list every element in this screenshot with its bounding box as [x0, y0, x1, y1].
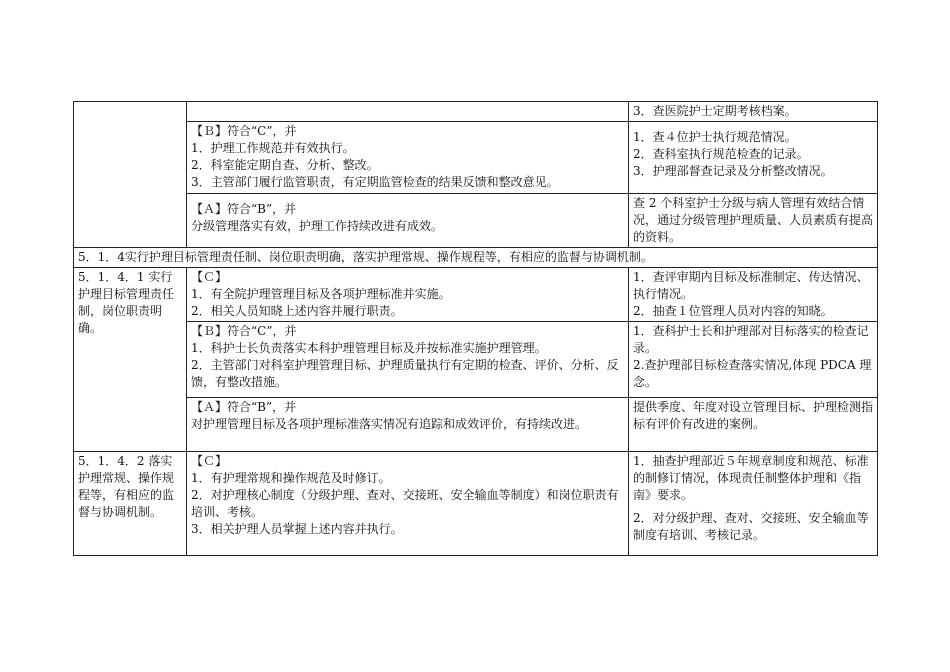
table-row [74, 398, 878, 452]
grade-a-cell: 【Ａ】符合“B”，并 分级管理落实有效，护理工作持续改进有成效。 [187, 194, 629, 248]
check-method-cell: 查 2 个科室护士分级与病人管理有效结合情况，通过分级管理护理质量、人员素质有提高的资料。 [629, 194, 878, 248]
table-row [74, 322, 878, 398]
grade-b-cell: 【Ｂ】符合“C”，并 1．护理工作规范并有效执行。 2．科室能定期自查、分析、整改。 3．主管部门履行监管职责，有定期监管检查的结果反馈和整改意见。 [187, 122, 629, 194]
right-cell: 3．查医院护士定期考核档案。 [629, 102, 878, 122]
grade-a-cell: 【Ａ】符合“B”，并 对护理管理目标及各项护理标准落实情况有追踪和成效评价，有持续改进。 [187, 398, 629, 452]
check-method-cell: 1．查科护士长和护理部对目标落实的检查记录。 2.查护理部目标检查落实情况,体现 PDCA 理念。 [629, 322, 878, 398]
grade-c-cell: 【Ｃ】 1．有护理常规和操作规范及时修订。 2．对护理核心制度（分级护理、查对、交接班、安全输血等制度）和岗位职责有培训、考核。 3．相关护理人员掌握上述内容并执行。 [187, 452, 629, 556]
check-method-cell: 提供季度、年度对设立管理目标、护理检测指标有评价有改进的案例。 [629, 398, 878, 452]
check-method-cell: 1．查评审期内目标及标准制定、传达情况、执行情况。 2．抽查１位管理人员对内容的知晓。 [629, 268, 878, 322]
item-title-cell: 5．1．4．1 实行护理目标管理责任制，岗位职责明确。 [74, 268, 187, 452]
table-row [74, 268, 878, 322]
table-row [74, 452, 878, 556]
table-row [74, 102, 878, 122]
check-method-cell: 1．抽查护理部近５年规章制度和规范、标准的制修订情况，体现责任制整体护理和《指南》要求。 2．对分级护理、查对、交接班、安全输血等制度有培训、考核记录。 [629, 452, 878, 556]
check-method-cell: 1．查４位护士执行规范情况。 2．查科室执行规范检查的记录。 3．护理部督查记录及分析整改情况。 [629, 122, 878, 194]
left-cell-empty [74, 102, 187, 248]
table-row [74, 194, 878, 248]
table-row [74, 122, 878, 194]
evaluation-table [73, 101, 878, 556]
grade-b-cell: 【Ｂ】符合“C”，并 1．科护士长负责落实本科护理管理目标及并按标准实施护理管理。 2．主管部门对科室护理管理目标、护理质量执行有定期的检查、评价、分析、反馈，有整改措施。 [187, 322, 629, 398]
grade-c-cell: 【Ｃ】 1．有全院护理管理目标及各项护理标准并实施。 2．相关人员知晓上述内容并履行职责。 [187, 268, 629, 322]
section-title: 5．1．4实行护理目标管理责任制、岗位职责明确，落实护理常规、操作规程等，有相应的监督与协调机制。 [74, 248, 878, 268]
item-title-cell: 5．1．4．2 落实护理常规、操作规程等，有相应的监督与协调机制。 [74, 452, 187, 556]
mid-cell-empty [187, 102, 629, 122]
section-row [74, 248, 878, 268]
